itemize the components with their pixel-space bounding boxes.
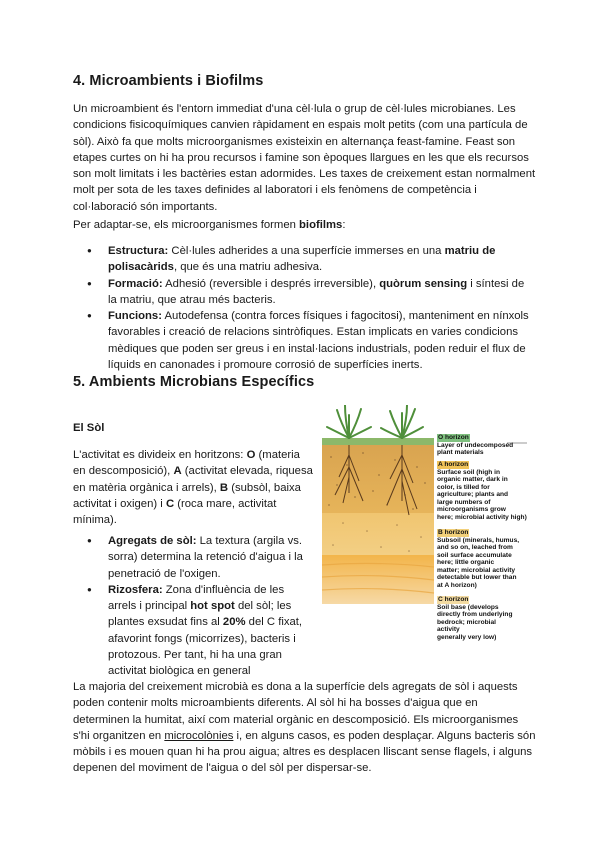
horizon-letter: B <box>219 481 229 494</box>
list-item <box>73 582 323 680</box>
text-line: son molt limitats i les bactèries estan adormides. Les taxes de creixement estan normalment <box>73 168 536 181</box>
text-run: mínima). <box>73 514 117 527</box>
text-run: (subsòl, baixa <box>228 481 301 494</box>
bold-term: hot spot <box>190 600 235 613</box>
o-horizon-layer <box>322 438 434 445</box>
text-run: (roca mare, activitat <box>174 497 277 510</box>
text-run: La textura (argila vs. <box>196 535 302 547</box>
text-run: (materia <box>255 449 300 461</box>
caption-line: and so on, leached from <box>437 544 513 551</box>
b-horizon-layer <box>322 513 434 555</box>
list-item <box>73 308 533 373</box>
text-run: en matèria orgànica i arrels), <box>73 481 220 494</box>
section-5-heading: 5. Ambients Microbians Específics <box>73 374 315 390</box>
text-run: Autodefensa (contra forces físiques i fagocitosi), manteniment en nínxols <box>161 310 529 323</box>
text-run: activitat i oxigen) i <box>73 497 166 510</box>
biofilm-list <box>73 243 533 373</box>
text-run: arrels i principal <box>108 600 191 613</box>
text-line: col·laboració són importants. <box>73 200 218 213</box>
text-line: Un microambient és l'entorn immediat d'una cèl·lula o grup de cèl·lules microbianes. Les <box>73 103 516 115</box>
caption-line: plant materials <box>437 449 484 456</box>
term-biofilms: biofilms <box>299 219 343 231</box>
bold-term: polisacàrids <box>108 261 174 274</box>
text-run: penetració de l'oxigen. <box>108 567 221 580</box>
horizon-letter: C <box>165 497 175 510</box>
text-run: sorra) determina la retenció d'aigua i la <box>108 551 303 564</box>
text-run: activitat biològica en general <box>108 665 251 678</box>
text-line: molt per sota de les taxes definides al laboratori i els fenòmens de competència i <box>73 184 477 197</box>
text-run: mèdiques que poden ser greus i en instal·lacions industrials, poden reduir el flux de <box>108 342 526 355</box>
caption-line: directly from underlying <box>437 611 513 618</box>
caption-line: matter; microbial activity <box>437 566 516 574</box>
list-term: Rizosfera: <box>108 583 163 596</box>
a-horizon-caption <box>437 461 527 521</box>
text-run: Adhesió (reversible i després irreversible), <box>162 277 380 290</box>
soil-subheading: El Sòl <box>73 422 105 434</box>
c-horizon-layer <box>322 555 434 604</box>
text-run: Zona d'influència de les <box>162 583 285 596</box>
text-line: determinen la humitat, així com material orgànic en descomposició. Els microorganismes <box>73 713 519 726</box>
o-horizon-caption <box>437 434 513 457</box>
text-line: mòbils i es mouen quan hi ha prou aigua; altres es desplacen lliscant sense flagels, i alguns <box>73 746 533 759</box>
caption-line: Layer of undecomposed <box>437 441 514 449</box>
text-run: : <box>342 219 346 231</box>
underlined-term: microcolònies <box>164 729 234 742</box>
text-run: del sòl; les <box>234 600 292 613</box>
bold-term: matriu de <box>444 245 496 257</box>
a-horizon-layer <box>322 445 434 513</box>
text-run: favorables i creació de relacions sintròfiques. Estan implicats en varies condicions <box>108 326 519 339</box>
caption-line: agriculture; plants and <box>437 491 509 498</box>
text-run: del C fixat, <box>245 616 303 629</box>
list-term: Funcions: <box>108 310 162 323</box>
soil-final-paragraph <box>73 679 535 777</box>
caption-line: generally very low) <box>437 633 497 641</box>
c-horizon-caption <box>437 596 512 641</box>
caption-line: organic matter, dark in <box>437 476 508 483</box>
a-horizon-tag: A horizon <box>438 461 469 468</box>
c-horizon-tag: C horizon <box>438 596 469 603</box>
text-line: poden contenir molts microambients diferents. Al sòl hi ha bosses d'aigua que en <box>73 697 478 710</box>
list-item <box>73 533 323 582</box>
text-run: (activitat elevada, riquesa <box>181 465 313 478</box>
list-term: Formació: <box>108 277 163 290</box>
text-run: i, en alguns casos, es poden desplaçar. Alguns bacteris són <box>233 729 536 742</box>
text-line: depenen del moviment de l'aigua o del sòl per dispersar-se. <box>73 762 372 775</box>
caption-line: color, is tilled for <box>437 483 490 491</box>
text-run: la matriu, que atrau més bacteris. <box>108 293 276 306</box>
caption-line: Surface soil (high in <box>437 468 501 476</box>
text-line: condicions fisicoquímiques canvien ràpidament en espais molt petits (com una partícula de <box>73 119 528 132</box>
caption-line: detectable but lower than <box>437 574 517 581</box>
list-item <box>73 276 533 309</box>
caption-line: at A horizon) <box>437 581 477 589</box>
list-item <box>73 243 533 276</box>
caption-line: activity <box>437 626 460 633</box>
section-4-paragraph-2 <box>73 217 345 233</box>
list-term: Estructura: <box>108 245 169 257</box>
bold-term: quòrum sensing <box>379 277 468 290</box>
caption-line: here; microbial activity high) <box>437 513 527 521</box>
horizon-letter: A <box>173 465 182 478</box>
horizon-letter: O <box>246 449 256 461</box>
text-line: etapes curtes on hi ha prou recursos i famine son èpoques llargues en les que els recursos <box>73 151 529 164</box>
caption-line: large numbers of <box>437 498 491 506</box>
text-run: L'activitat es divideix en horitzons: <box>73 449 247 461</box>
caption-line: bedrock; microbial <box>437 618 496 626</box>
caption-line: Subsoil (minerals, humus, <box>437 536 520 544</box>
caption-line: microorganisms grow <box>437 506 506 513</box>
text-line: La majoria del creixement microbià es dona a la superfície dels agregats de sòl i aquests <box>73 681 518 693</box>
soil-list <box>73 533 323 680</box>
text-run: , que és una matriu adhesiva. <box>173 261 323 274</box>
bold-term: 20% <box>222 616 246 629</box>
text-run: plantes exsudat fins al <box>108 616 223 629</box>
section-4-paragraph-1 <box>73 101 535 215</box>
o-horizon-tag: O horizon <box>438 434 469 441</box>
text-run: en descomposició), <box>73 465 174 478</box>
list-term: Agregats de sòl: <box>108 535 197 547</box>
caption-line: here; little organic <box>437 559 495 566</box>
b-horizon-tag: B horizon <box>438 529 469 536</box>
text-run: s'hi organitzen en <box>73 729 165 742</box>
text-run: afavorint fongs (micorrizes), bacteris i <box>108 632 296 645</box>
plant-leaves <box>327 405 423 438</box>
text-run: Cèl·lules adherides a una superfície immerses en una <box>168 245 445 257</box>
caption-line: soil surface accumulate <box>437 551 512 559</box>
text-run: i síntesi de <box>467 277 525 290</box>
section-4-heading: 4. Microambients i Biofilms <box>73 73 264 89</box>
b-horizon-caption <box>437 529 519 589</box>
text-run: Per adaptar-se, els microorganismes formen <box>73 219 300 231</box>
text-run: protozous. Per tant, hi ha una gran <box>108 649 282 662</box>
text-run: líquids en canonades i promoure corrosió de superfícies inerts. <box>108 359 423 372</box>
text-line: sòl). Això fa que molts microorganismes existeixin en alternança feast-famine. Feast son <box>73 135 516 148</box>
caption-line: Soil base (develops <box>437 603 499 611</box>
soil-intro-paragraph <box>73 447 313 528</box>
